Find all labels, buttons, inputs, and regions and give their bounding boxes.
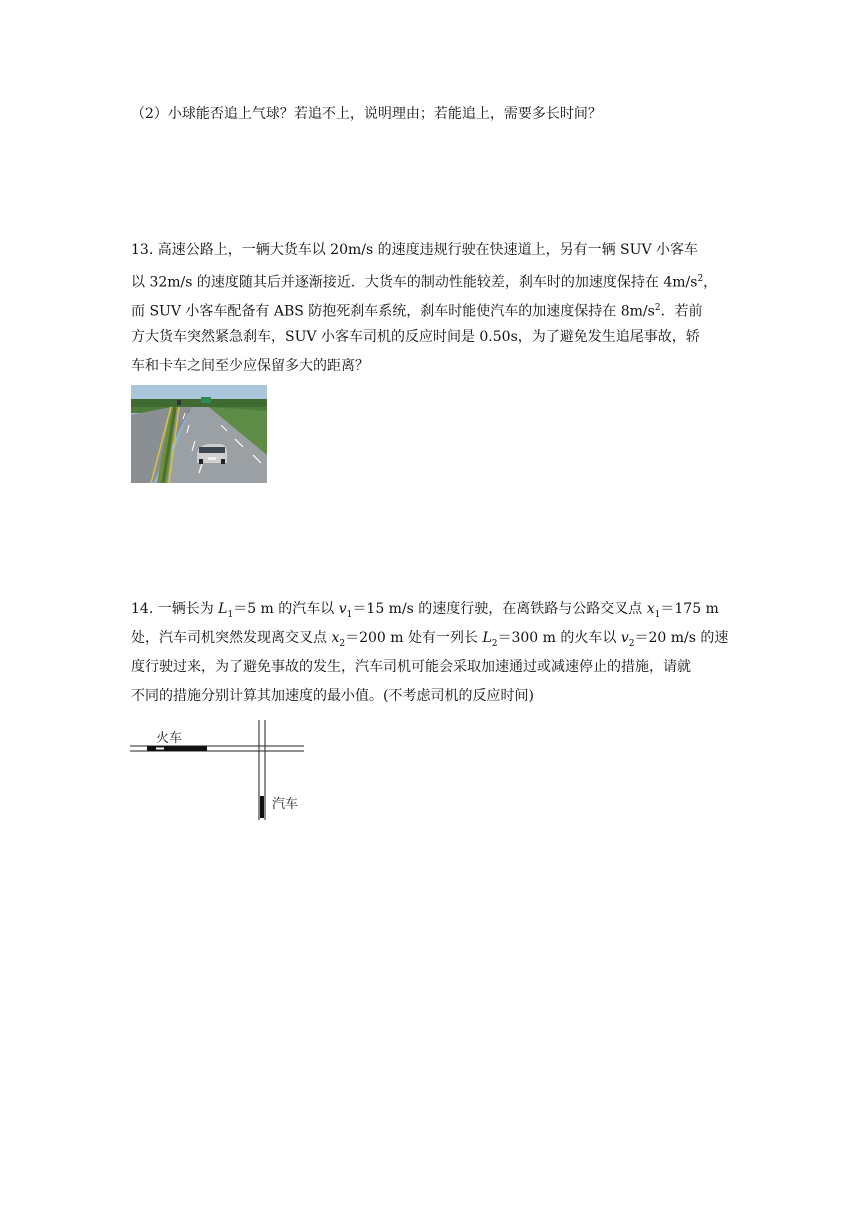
car-label: 汽车 bbox=[272, 797, 299, 812]
q14-text: ＝175 m bbox=[660, 601, 719, 617]
q14-var: x bbox=[646, 601, 655, 617]
q14-sub: 2 bbox=[339, 638, 346, 649]
train-window bbox=[156, 748, 164, 750]
q13-line-3 bbox=[131, 298, 703, 322]
q14-text: 处，汽车司机突然发现离交叉点 bbox=[131, 630, 332, 646]
q14-sub: 2 bbox=[491, 638, 498, 649]
q13-line-3-text: 而 SUV 小客车配备有 ABS 防抱死刹车系统，刹车时能使汽车的加速度保持在 8m/s bbox=[131, 303, 655, 320]
q14-text: ＝15 m/s 的速度行驶，在离铁路与公路交叉点 bbox=[352, 601, 647, 617]
q13-line-3-end: ．若前 bbox=[660, 303, 703, 320]
q13-line-3-sup: 2 bbox=[654, 303, 661, 313]
q14-var: v bbox=[338, 601, 347, 617]
q14-sub: 2 bbox=[628, 638, 635, 649]
q14-sub: 1 bbox=[227, 609, 234, 620]
q14-text: ＝300 m 的火车以 bbox=[497, 630, 621, 646]
q13-line-2-text: 以 32m/s 的速度随其后并逐渐接近．大货车的制动性能较差，刹车时的加速度保持在 4m/s bbox=[131, 274, 698, 291]
q14-text: 14. 一辆长为 bbox=[131, 601, 219, 617]
q14-line-4: 不同的措施分别计算其加速度的最小值。(不考虑司机的反应时间) bbox=[131, 688, 534, 704]
q13-line-2-end: ， bbox=[703, 274, 718, 291]
q14-var: L bbox=[482, 630, 492, 646]
q14-text: ＝5 m 的汽车以 bbox=[233, 601, 339, 617]
q13-line-2 bbox=[131, 269, 717, 293]
question-12-part-2: （2）小球能否追上气球？若追不上，说明理由；若能追上，需要多长时间？ bbox=[131, 106, 602, 122]
q14-line-2 bbox=[131, 628, 728, 654]
car-body bbox=[260, 796, 264, 818]
q13-line-1: 13. 高速公路上，一辆大货车以 20m/s 的速度违规行驶在快速道上，另有一辆 SUV 小客车 bbox=[131, 242, 699, 258]
highway-photo bbox=[131, 385, 267, 483]
train-label: 火车 bbox=[156, 731, 183, 746]
q14-var: v bbox=[620, 630, 629, 646]
q14-sub: 1 bbox=[654, 609, 661, 620]
q14-text: ＝200 m 处有一列长 bbox=[345, 630, 483, 646]
q14-sub: 1 bbox=[346, 609, 353, 620]
q13-line-5: 车和卡车之间至少应保留多大的距离？ bbox=[131, 358, 369, 374]
crossing-diagram bbox=[130, 718, 306, 822]
q14-var: x bbox=[331, 630, 340, 646]
q13-line-2-sup: 2 bbox=[697, 274, 704, 284]
q14-var: L bbox=[218, 601, 228, 617]
q14-text: ＝20 m/s 的速 bbox=[634, 630, 729, 646]
q14-line-3: 度行驶过来，为了避免事故的发生，汽车司机可能会采取加速通过或减速停止的措施，请就 bbox=[131, 659, 691, 675]
q14-line-1 bbox=[131, 599, 719, 625]
q13-line-4: 方大货车突然紧急刹车，SUV 小客车司机的反应时间是 0.50s，为了避免发生追尾事故，轿 bbox=[131, 329, 700, 345]
